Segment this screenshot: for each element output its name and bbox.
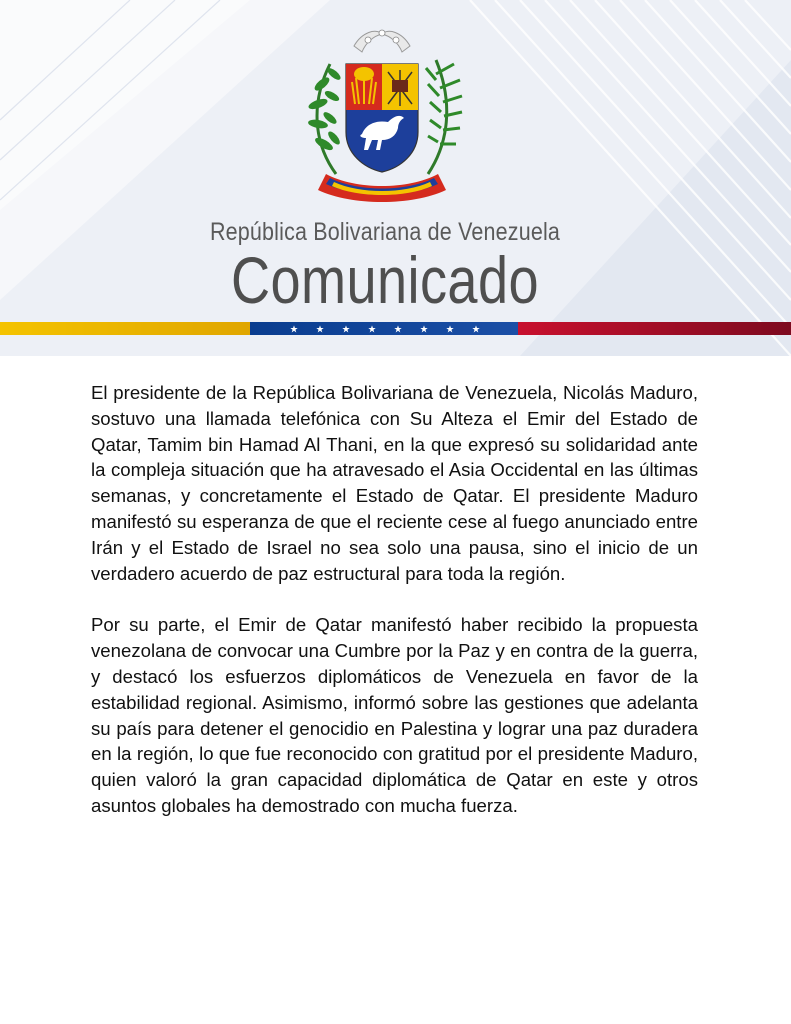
paragraph: Por su parte, el Emir de Qatar manifestó haber recibido la propuesta venezolana de convocar una Cumbre por la Paz y en contra de la guerra, y destacó los esfuerzos diplomáticos de Venezuela en favor de la estabilidad regional. Asimismo, informó sobre las gestiones que adelanta su país para detener el genocidio en Palestina y lograr una paz duradera en la región, lo que fue reconocido con gratitud por el presidente Maduro, quien valoró la gran capacidad diplomática de Qatar en este y otros asuntos globales ha demostrado con mucha fuerza. xyxy=(91,614,698,816)
country-name: República Bolivariana de Venezuela xyxy=(209,218,561,246)
star-icon xyxy=(394,325,402,333)
star-icon xyxy=(446,325,454,333)
page-title: Comunicado xyxy=(231,243,539,317)
star-icon xyxy=(472,325,480,333)
header-banner xyxy=(0,0,791,356)
communique-body xyxy=(91,380,698,845)
stripe-yellow xyxy=(0,322,250,335)
paragraph: El presidente de la República Bolivariana de Venezuela, Nicolás Maduro, sostuvo una llamada telefónica con Su Alteza el Emir del Estado de Qatar, Tamim bin Hamad Al Thani, en la que expresó su solidaridad ante la compleja situación que ha atravesado el Asia Occidental en las últimas semanas, y concretamente el Estado de Qatar. El presidente Maduro manifestó su esperanza de que el reciente cese al fuego anunciado entre Irán y el Estado de Israel no sea solo una pausa, sino el inicio de un verdadero acuerdo de paz estructural para toda la región. xyxy=(91,382,698,584)
venezuela-coat-of-arms-icon xyxy=(296,24,468,210)
star-icon xyxy=(368,325,376,333)
flag-color-stripe xyxy=(0,322,791,335)
star-icon xyxy=(420,325,428,333)
star-icon xyxy=(316,325,324,333)
stripe-red xyxy=(518,322,791,335)
star-icon xyxy=(342,325,350,333)
star-icon xyxy=(290,325,298,333)
stars-row xyxy=(290,325,480,334)
